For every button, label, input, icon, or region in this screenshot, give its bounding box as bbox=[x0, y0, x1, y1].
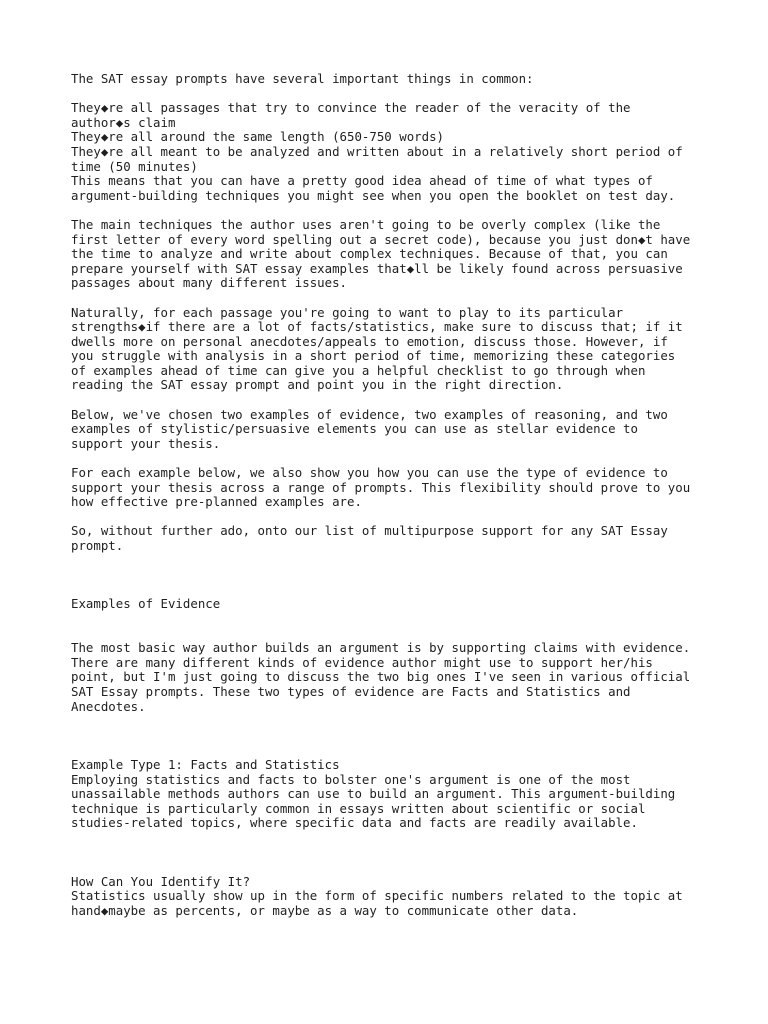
paragraph-line: unassailable methods authors can use to build an argument. This argument-building bbox=[71, 786, 676, 802]
section-heading-type1: Example Type 1: Facts and Statistics bbox=[71, 756, 340, 772]
paragraph-line: reading the SAT essay prompt and point you in the right direction. bbox=[71, 377, 564, 393]
paragraph-line: strengths◆if there are a lot of facts/statistics, make sure to discuss that; if it bbox=[71, 319, 683, 335]
document-page bbox=[71, 72, 711, 918]
paragraph-line: examples of stylistic/persuasive elements you can use as stellar evidence to bbox=[71, 421, 638, 437]
paragraph-identify bbox=[71, 889, 711, 918]
paragraph-basic bbox=[71, 641, 711, 714]
paragraph-line: Anecdotes. bbox=[71, 698, 146, 714]
paragraph-line: passages about many different issues. bbox=[71, 275, 348, 291]
paragraph-line: point, but I'm just going to discuss the two big ones I've seen in various official bbox=[71, 669, 691, 685]
paragraph-line: Employing statistics and facts to bolster one's argument is one of the most bbox=[71, 771, 631, 787]
paragraph-type1 bbox=[71, 773, 711, 831]
paragraph-line: The most basic way author builds an argument is by supporting claims with evidence. bbox=[71, 640, 691, 656]
paragraph-line: prompt. bbox=[71, 538, 124, 553]
paragraph-line: For each example below, we also show you how you can use the type of evidence to bbox=[71, 465, 668, 481]
paragraph-line: you struggle with analysis in a short period of time, memorizing these categories bbox=[71, 348, 676, 364]
paragraph-line: prepare yourself with SAT essay examples that◆ll be likely found across persuasive bbox=[71, 260, 683, 276]
intro-line: The SAT essay prompts have several important things in common: bbox=[71, 71, 534, 86]
paragraph-line: first letter of every word spelling out a secret code), because you just don◆t have bbox=[71, 231, 691, 247]
paragraph-line: Naturally, for each passage you're going to want to play to its particular bbox=[71, 304, 624, 320]
paragraph-line: hand◆maybe as percents, or maybe as a way to communicate other data. bbox=[71, 902, 579, 918]
paragraph-line: Below, we've chosen two examples of evidence, two examples of reasoning, and two bbox=[71, 406, 668, 422]
paragraph-line: of examples ahead of time can give you a helpful checklist to go through when bbox=[71, 362, 646, 378]
section-heading-evidence: Examples of Evidence bbox=[71, 596, 221, 612]
paragraph-line: support your thesis. bbox=[71, 435, 221, 451]
paragraph-techniques bbox=[71, 218, 711, 291]
paragraph-line: dwells more on personal anecdotes/appeals to emotion, discuss those. However, if bbox=[71, 333, 668, 349]
paragraph-line: So, without further ado, onto our list of multipurpose support for any SAT Essay bbox=[71, 523, 668, 539]
paragraph-line: There are many different kinds of evidence author might use to support her/his bbox=[71, 654, 653, 670]
list-item-line: author◆s claim bbox=[71, 114, 176, 130]
paragraph-line: technique is particularly common in essays written about scientific or social bbox=[71, 800, 646, 816]
list-item-line: time (50 minutes) bbox=[71, 158, 198, 174]
paragraph-so bbox=[71, 524, 711, 553]
list-item-line: They◆re all around the same length (650-750 words) bbox=[71, 129, 444, 145]
paragraph-line: how effective pre-planned examples are. bbox=[71, 494, 362, 510]
paragraph-foreach bbox=[71, 466, 711, 510]
paragraph-line: the time to analyze and write about complex techniques. Because of that, you can bbox=[71, 246, 668, 262]
paragraph-naturally bbox=[71, 306, 711, 394]
common-traits-list bbox=[71, 101, 711, 203]
list-item-line: They◆re all meant to be analyzed and written about in a relatively short period of bbox=[71, 143, 683, 159]
paragraph-line: The main techniques the author uses aren't going to be overly complex (like the bbox=[71, 216, 661, 232]
paragraph-below bbox=[71, 408, 711, 452]
list-item-line: This means that you can have a pretty good idea ahead of time of what types of bbox=[71, 173, 653, 189]
list-item-line: They◆re all passages that try to convince the reader of the veracity of the bbox=[71, 100, 631, 116]
paragraph-line: studies-related topics, where specific data and facts are readily available. bbox=[71, 815, 638, 831]
paragraph-line: Statistics usually show up in the form of specific numbers related to the topic at bbox=[71, 888, 683, 904]
list-item-line: argument-building techniques you might see when you open the booklet on test day. bbox=[71, 187, 676, 203]
paragraph-line: support your thesis across a range of prompts. This flexibility should prove to you bbox=[71, 479, 691, 495]
section-heading-identify: How Can You Identify It? bbox=[71, 873, 251, 889]
paragraph-line: SAT Essay prompts. These two types of evidence are Facts and Statistics and bbox=[71, 683, 631, 699]
